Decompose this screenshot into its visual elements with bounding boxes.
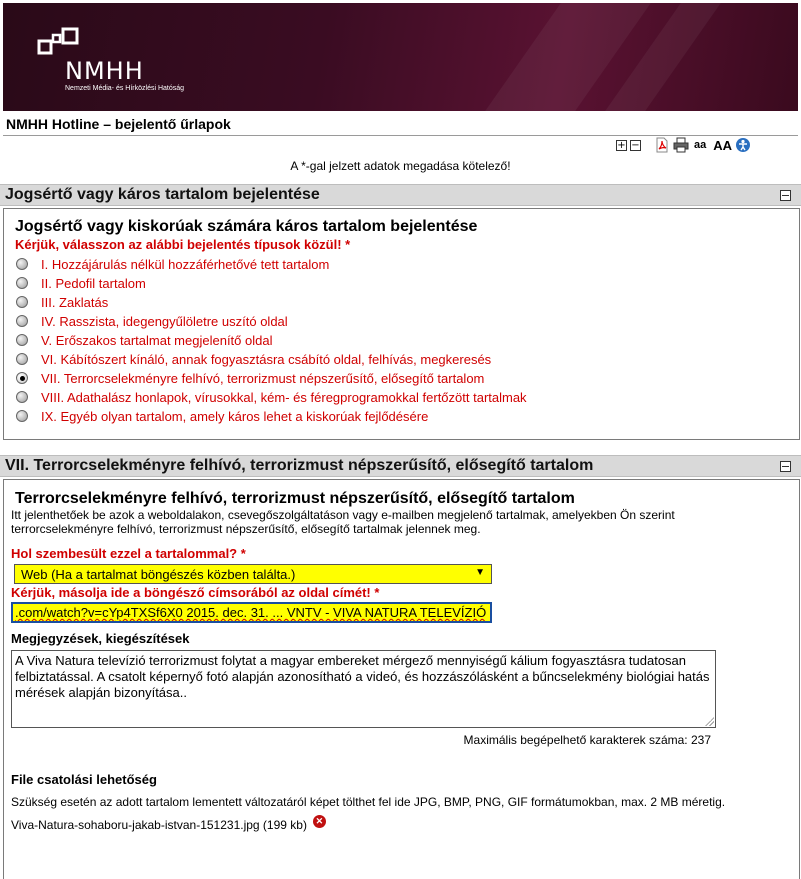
attached-file-name[interactable]: Viva-Natura-sohaboru-jakab-istvan-151231.jpg (199 kb) [11,818,307,832]
dropdown-arrow-icon[interactable]: ▼ [475,567,485,578]
report-type-option[interactable]: I. Hozzájárulás nélkül hozzáférhetővé tett tartalom [16,255,329,273]
report-type-option[interactable]: III. Zaklatás [16,293,108,311]
section-title: Jogsértő vagy kiskorúak számára káros tartalom bejelentése [15,218,478,235]
radio-button[interactable] [16,277,28,289]
header-banner [3,3,798,111]
report-type-option[interactable]: VI. Kábítószert kínáló, annak fogyasztásra csábító oldal, felhívás, megkeresés [16,350,491,368]
report-type-option[interactable]: IX. Egyéb olyan tartalom, amely káros lehet a kiskorúak fejlődésére [16,407,428,425]
collapse-section-icon[interactable] [780,461,791,472]
logo-subtitle: Nemzeti Média- és Hírközlési Hatóság [65,85,185,92]
section-header-report [0,184,801,206]
notes-label: Megjegyzések, kiegészítések [11,631,190,646]
report-type-option[interactable]: VIII. Adathalász honlapok, vírusokkal, kém- és féregprogramokkal fertőzött tartalmak [16,388,527,406]
radio-button[interactable] [16,410,28,422]
font-large-button[interactable]: AA [713,137,733,153]
report-type-option-selected[interactable]: VII. Terrorcselekményre felhívó, terrorizmust népszerűsítő, elősegítő tartalom [16,369,484,387]
nmhh-logo-icon [37,27,81,61]
file-attach-label: File csatolási lehetőség [11,772,157,787]
file-attach-help: Szükség esetén az adott tartalom lementett változatáról képet tölthet fel ide JPG, BMP, PNG, GIF formátumokban, max. 2 MB méretig. [11,795,726,809]
radio-button-checked[interactable] [16,372,28,384]
delete-icon[interactable]: ✕ [313,815,326,828]
accessibility-icon[interactable] [735,137,751,153]
report-type-option[interactable]: V. Erőszakos tartalmat megjelenítő oldal [16,331,272,349]
radio-button[interactable] [16,353,28,365]
minus-box-icon[interactable]: − [631,139,640,151]
collapse-section-icon[interactable] [780,190,791,201]
radio-button[interactable] [16,296,28,308]
logo-text: NMHH [65,57,144,85]
title-divider [3,135,798,136]
pdf-icon[interactable] [654,137,670,153]
where-label: Hol szembesült ezzel a tartalommal? * [11,546,246,561]
attached-file [11,815,326,832]
url-label: Kérjük, másolja ide a böngésző címsorából az oldal címét! * [11,585,380,600]
toolbar [616,137,751,153]
radio-button[interactable] [16,391,28,403]
section-intro-text: Itt jelenthetőek be azok a weboldalakon, csevegőszolgáltatáson vagy e-mailben megjelenő tartalmak, amelyekben Ön szerint terrorcselekményre felhívó, terrorizmust népszerűsítő, elősegítő tartalmak jelennek meg. [11,508,675,536]
font-small-button[interactable]: aa [694,139,707,151]
section-header-title: VII. Terrorcselekményre felhívó, terrorizmust népszerűsítő, elősegítő tartalom [5,457,594,474]
where-select-value: Web (Ha a tartalmat böngészés közben találta.) [21,567,296,582]
radio-button[interactable] [16,258,28,270]
section-header-title: Jogsértő vagy káros tartalom bejelentése [5,186,320,203]
section-title: Terrorcselekményre felhívó, terrorizmust népszerűsítő, elősegítő tartalom [15,490,575,507]
max-characters-text: Maximális begépelhető karakterek száma: 237 [463,733,711,747]
plus-box-icon[interactable]: + [617,139,626,151]
url-input[interactable]: .com/watch?v=cYp4TXSf6X0 2015. dec. 31. ... VNTV - VIVA NATURA TELEVÍZIÓ [11,602,492,623]
report-type-option[interactable]: IV. Rasszista, idegengyűlöletre uszító oldal [16,312,288,330]
printer-icon[interactable] [673,137,689,153]
page-title: NMHH Hotline – bejelentő űrlapok [6,116,231,132]
report-type-option[interactable]: II. Pedofil tartalom [16,274,146,292]
notes-textarea[interactable]: A Viva Natura televízió terrorizmust folytat a magyar embereket mérgező mennyiségű kálium fogyasztásra tudatosan felbiztatással. A csatolt képernyő fotó alapján azonosítható a videó, és hozzászólásként a bűncselekmény biológiai hatás mérések alapján bizonyítása.. [11,650,716,728]
report-type-panel [3,208,800,440]
radio-button[interactable] [16,315,28,327]
required-fields-note: A *-gal jelzett adatok megadása kötelező! [290,159,511,173]
where-select[interactable] [14,564,492,584]
resize-grip-icon[interactable] [705,717,714,726]
radio-button[interactable] [16,334,28,346]
report-type-prompt: Kérjük, válasszon az alábbi bejelentés típusok közül! * [15,237,351,252]
section-header-terror [0,455,801,477]
